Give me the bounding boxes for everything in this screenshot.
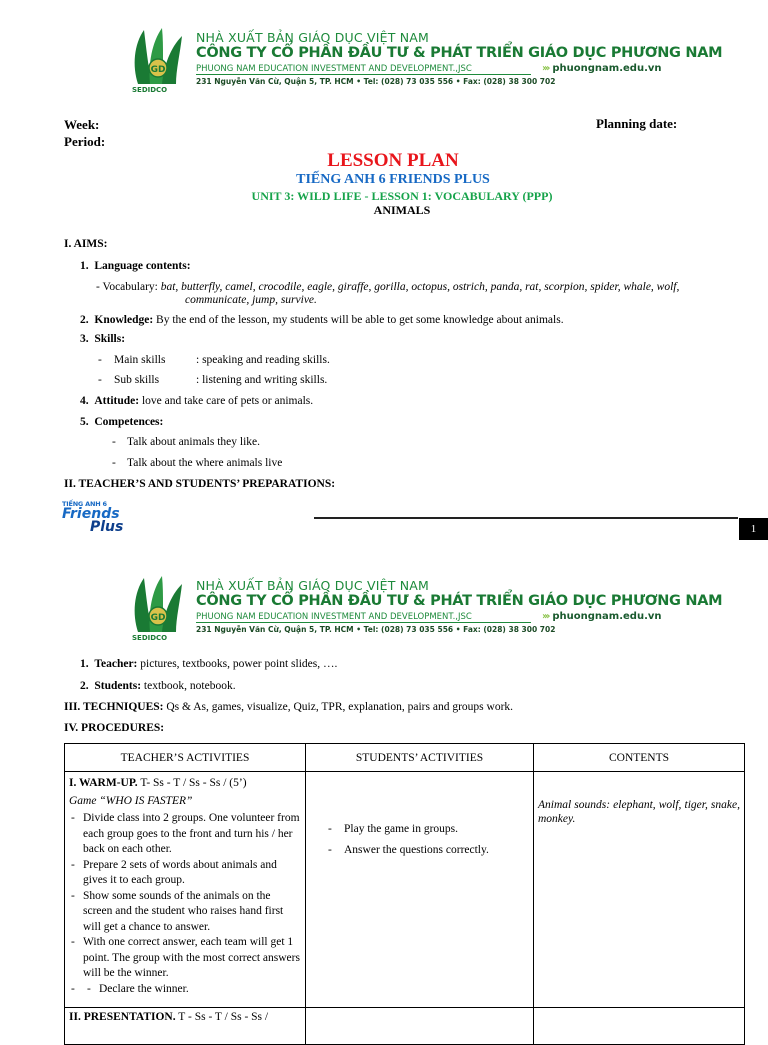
vocabulary-list: - Vocabulary: bat, butterfly, camel, crocodile, eagle, giraffe, gorilla, octopus, ostrich, panda, rat, scorpion, spider, whale, wolf, [96, 281, 680, 293]
teacher-step-2: - Prepare 2 sets of words about animals and gives it to each group. [69, 858, 301, 889]
svg-text:GD: GD [150, 65, 166, 75]
footer-rule [314, 517, 738, 519]
presentation-teacher-cell: II. PRESENTATION. T - Ss - T / Ss - Ss / [65, 1008, 306, 1045]
aims-heading: I. AIMS: [64, 238, 108, 250]
students-preparation: 2. Students: textbook, notebook. [80, 680, 236, 692]
friends-plus-logo: TIẾNG ANH 6 Friends Plus [62, 500, 124, 535]
company-name-en: PHUONG NAM EDUCATION INVESTMENT AND DEVELOPMENT.,JSC [196, 64, 531, 75]
company-name-en: PHUONG NAM EDUCATION INVESTMENT AND DEVELOPMENT.,JSC [196, 612, 531, 623]
procedures-table [64, 743, 745, 1045]
procedures-heading: IV. PROCEDURES: [64, 722, 165, 734]
sub-skills: - Sub skills : listening and writing skills. [98, 374, 328, 386]
table-row-presentation [65, 1008, 745, 1045]
company-address: 231 Nguyễn Văn Cừ, Quận 5, TP. HCM • Tel: (028) 73 035 556 • Fax: (028) 38 300 702 [196, 625, 556, 634]
col-teacher-header: TEACHER’S ACTIVITIES [65, 744, 306, 772]
website-link[interactable]: ››› phuongnam.edu.vn [542, 63, 662, 74]
publisher-name: NHÀ XUẤT BẢN GIÁO DỤC VIỆT NAM [196, 30, 430, 45]
competence-2: - Talk about the where animals live [112, 457, 283, 469]
website-link[interactable]: ››› phuongnam.edu.vn [542, 611, 662, 622]
competence-1: - Talk about animals they like. [112, 436, 261, 448]
company-name: CÔNG TY CỔ PHẦN ĐẦU TƯ & PHÁT TRIỂN GIÁO DỤC PHƯƠNG NAM [196, 593, 723, 609]
presentation-students-cell [306, 1008, 534, 1045]
week-period [64, 116, 105, 150]
arrows-icon: ››› [542, 611, 549, 622]
warmup-students-cell [306, 772, 534, 1008]
main-skills: - Main skills : speaking and reading skills. [98, 354, 330, 366]
student-step-2: - Answer the questions correctly. [328, 844, 489, 856]
teacher-step-1: - Divide class into 2 groups. One volunteer from each group goes to the front and turn his / her back on each other. [69, 811, 301, 858]
teacher-step-3: - Show some sounds of the animals on the screen and the student who raises hand first will get a chance to answer. [69, 889, 301, 936]
week-label: Week: [64, 117, 100, 132]
col-students-header: STUDENTS’ ACTIVITIES [306, 744, 534, 772]
table-row-warmup [65, 772, 745, 1008]
arrows-icon: ››› [542, 63, 549, 74]
company-address: 231 Nguyễn Văn Cừ, Quận 5, TP. HCM • Tel: (028) 73 035 556 • Fax: (028) 38 300 702 [196, 77, 556, 86]
book-title: TIẾNG ANH 6 FRIENDS PLUS [296, 172, 490, 187]
lesson-plan-title: LESSON PLAN [327, 150, 459, 171]
teacher-preparation: 1. Teacher: pictures, textbooks, power point slides, …. [80, 658, 338, 670]
unit-title: UNIT 3: WILD LIFE - LESSON 1: VOCABULARY (PPP) [251, 189, 553, 203]
publisher-header [130, 26, 723, 96]
logo-wordmark: SEDIDCO [132, 634, 168, 642]
period-label: Period: [64, 134, 106, 149]
competences-item: 5. Competences: [80, 416, 164, 428]
publisher-header-2 [130, 574, 723, 644]
planning-date-label: Planning date: [596, 116, 678, 131]
attitude-item: 4. Attitude: love and take care of pets or animals. [80, 395, 314, 407]
table-header-row [65, 744, 745, 772]
company-name: CÔNG TY CỔ PHẦN ĐẦU TƯ & PHÁT TRIỂN GIÁO DỤC PHƯƠNG NAM [196, 45, 723, 61]
logo-wordmark: SEDIDCO [132, 86, 168, 94]
topic-title: ANIMALS [373, 203, 431, 217]
student-step-1: - Play the game in groups. [328, 823, 459, 835]
publisher-name: NHÀ XUẤT BẢN GIÁO DỤC VIỆT NAM [196, 578, 430, 593]
warmup-teacher-cell: I. WARM-UP. T- Ss - T / Ss - Ss / (5’) Game “WHO IS FASTER” - Divide class into 2 groups. One volunteer from each group goes to the front and turn his / her back on each other. - Prepare 2 sets of words about animals and gives it to each group. - Show some sounds of the animals on the screen and the student who raises hand first will get a chance to answer. - With one correct answer, each team will get 1 point. The group with the most correct answers will be the winner. - - Declare the winner. [65, 772, 306, 1008]
preparations-heading: II. TEACHER’S AND STUDENTS’ PREPARATIONS: [64, 478, 336, 490]
sedidco-logo [130, 574, 186, 644]
col-contents-header: CONTENTS [534, 744, 745, 772]
sedidco-logo [130, 26, 186, 96]
svg-text:GD: GD [150, 613, 166, 623]
language-contents: 1. Language contents: [80, 260, 191, 272]
knowledge-item: 2. Knowledge: By the end of the lesson, my students will be able to get some knowledge about animals. [80, 314, 564, 326]
teacher-step-5: - - Declare the winner. [69, 982, 301, 998]
vocabulary-list-cont: communicate, jump, survive. [185, 294, 317, 306]
presentation-contents-cell [534, 1008, 745, 1045]
teacher-step-4: - With one correct answer, each team will get 1 point. The group with the most correct answers will be the winner. [69, 935, 301, 982]
page-number: 1 [739, 518, 768, 540]
skills-item: 3. Skills: [80, 333, 126, 345]
techniques: III. TECHNIQUES: Qs & As, games, visualize, Quiz, TPR, explanation, pairs and groups work. [64, 701, 514, 713]
warmup-contents-cell: Animal sounds: elephant, wolf, tiger, snake, monkey. [534, 772, 745, 1008]
